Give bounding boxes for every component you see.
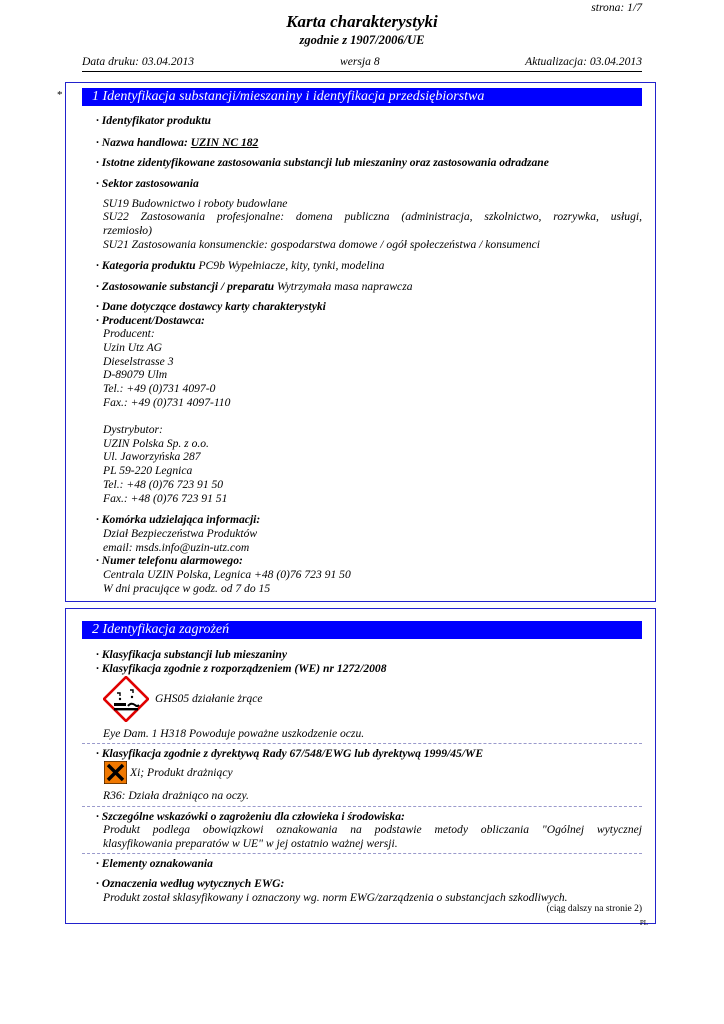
special-hazards-label: · Szczególne wskazówki o zagrożeniu dla człowieka i środowiska:	[96, 810, 405, 823]
continued-note: (ciąg dalszy na stronie 2)	[546, 904, 642, 914]
info-contact-line: Dział Bezpieczeństwa Produktów	[103, 527, 258, 540]
distributor-line: Tel.: +48 (0)76 723 91 50	[103, 478, 224, 491]
header-rule	[82, 71, 642, 72]
trade-name-value: UZIN NC 182	[190, 136, 259, 149]
document-subtitle: zgodnie z 1907/2006/UE	[299, 33, 425, 47]
supplier-details-label: · Dane dotyczące dostawcy karty charakterystyki	[96, 300, 326, 313]
product-category-label: · Kategoria produktu	[96, 259, 196, 272]
divider	[82, 853, 642, 854]
producer-line: Uzin Utz AG	[103, 341, 163, 354]
dsd-classification-label: · Klasyfikacja zgodnie z dyrektywą Rady 67/548/EWG lub dyrektywą 1999/45/WE	[96, 747, 484, 760]
section-2-heading: 2 Identyfikacja zagrożeń	[82, 621, 642, 639]
info-contact-email: email: msds.info@uzin-utz.com	[103, 541, 250, 554]
su22-line-2: rzemiosło)	[103, 224, 152, 237]
producer-line: Fax.: +49 (0)731 4097-110	[103, 396, 231, 409]
trade-name-row	[96, 136, 258, 149]
application-value: Wytrzymała masa naprawcza	[277, 280, 413, 293]
ewg-label: · Oznaczenia według wytycznych EWG:	[96, 877, 285, 890]
product-category-value: PC9b Wypełniacze, kity, tynki, modelina	[198, 259, 385, 272]
divider	[82, 743, 642, 744]
xi-irritant-icon	[104, 761, 127, 784]
change-marker: *	[57, 89, 63, 101]
ghs05-label: GHS05 działanie żrące	[155, 692, 263, 705]
su22-line-1: SU22 Zastosowania profesjonalne: domena publiczna (administracja, szkolnictwo, rozrywka, usługi,	[103, 210, 642, 223]
language-code: PL	[639, 919, 648, 927]
su19-line: SU19 Budownictwo i roboty budowlane	[103, 197, 288, 210]
eye-damage-statement: Eye Dam. 1 H318 Powoduje poważne uszkodzenie oczu.	[103, 727, 365, 740]
clp-classification-label: · Klasyfikacja zgodnie z rozporządzeniem (WE) nr 1272/2008	[96, 662, 387, 675]
ewg-text: Produkt został sklasyfikowany i oznaczony wg. norm EWG/zarządzenia o substancjach szkodliwych.	[103, 891, 568, 904]
producer-line: Tel.: +49 (0)731 4097-0	[103, 382, 216, 395]
ghs05-corrosion-icon	[103, 676, 149, 722]
producer-line: Producent:	[103, 327, 155, 340]
su21-line: SU21 Zastosowania konsumenckie: gospodarstwa domowe / ogół społeczeństwa / konsumenci	[103, 238, 540, 251]
r36-statement: R36: Działa drażniąco na oczy.	[103, 789, 249, 802]
special-hazards-line-1: Produkt podlega obowiązkowi oznakowania na podstawie metody obliczania "Ogólnej wytycznej	[103, 823, 642, 836]
distributor-line: Fax.: +48 (0)76 723 91 51	[103, 492, 228, 505]
page-number: strona: 1/7	[591, 1, 642, 14]
info-contact-label: · Komórka udzielająca informacji:	[96, 513, 261, 526]
product-identifier-label: · Identyfikator produktu	[96, 114, 211, 127]
emergency-phone-label: · Numer telefonu alarmowego:	[96, 554, 243, 567]
label-elements-label: · Elementy oznakowania	[96, 857, 213, 870]
product-category-row	[96, 259, 384, 272]
print-date: Data druku: 03.04.2013	[82, 55, 195, 68]
producer-line: D-89079 Ulm	[103, 368, 168, 381]
emergency-phone-line: Centrala UZIN Polska, Legnica +48 (0)76 723 91 50	[103, 568, 351, 581]
update-date: Aktualizacja: 03.04.2013	[525, 55, 642, 68]
version: wersja 8	[340, 55, 380, 68]
distributor-line: Ul. Jaworzyńska 287	[103, 450, 201, 463]
special-hazards-line-2: klasyfikowania preparatów w UE" w jej ostatnio ważnej wersji.	[103, 837, 398, 850]
identified-uses-label: · Istotne zidentyfikowane zastosowania substancji lub mieszaniny oraz zastosowania odradzane	[96, 156, 549, 169]
producer-label: · Producent/Dostawca:	[96, 314, 205, 327]
document-title: Karta charakterystyki	[286, 12, 438, 31]
emergency-hours-line: W dni pracujące w godz. od 7 do 15	[103, 582, 271, 595]
producer-line: Dieselstrasse 3	[103, 355, 174, 368]
application-row	[96, 280, 413, 293]
section-1-heading: 1 Identyfikacja substancji/mieszaniny i identyfikacja przedsiębiorstwa	[82, 88, 642, 106]
sector-label: · Sektor zastosowania	[96, 177, 199, 190]
trade-name-label: · Nazwa handlowa:	[96, 136, 188, 149]
classification-label: · Klasyfikacja substancji lub mieszaniny	[96, 648, 287, 661]
distributor-line: Dystrybutor:	[103, 423, 163, 436]
distributor-line: PL 59-220 Legnica	[103, 464, 193, 477]
distributor-line: UZIN Polska Sp. z o.o.	[103, 437, 209, 450]
application-label: · Zastosowanie substancji / preparatu	[96, 280, 275, 293]
divider	[82, 806, 642, 807]
xi-label: Xi; Produkt drażniący	[130, 766, 233, 779]
